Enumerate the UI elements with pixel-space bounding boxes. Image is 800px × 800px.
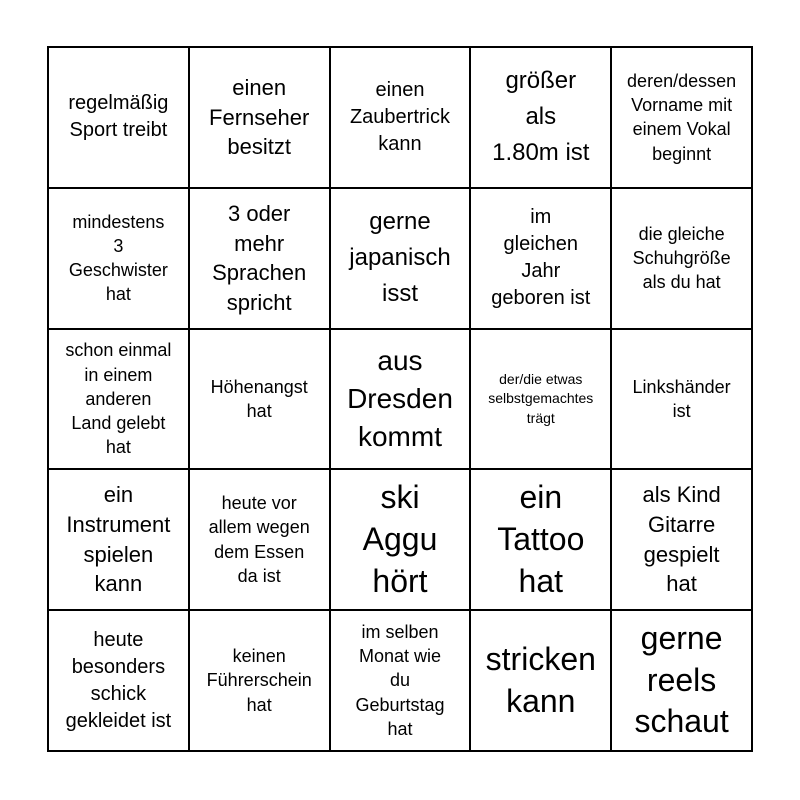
bingo-cell[interactable] [190, 470, 331, 611]
bingo-cell[interactable] [331, 48, 472, 189]
bingo-cell-text: 3 oder mehr Sprachen spricht [212, 200, 307, 315]
bingo-cell-text: ein Instrument spielen kann [66, 482, 171, 597]
bingo-cell[interactable] [612, 470, 753, 611]
bingo-cell[interactable] [612, 48, 753, 189]
bingo-cell-text: mindestens 3 Geschwister hat [68, 211, 168, 305]
bingo-cell[interactable] [190, 611, 331, 752]
bingo-cell[interactable] [612, 611, 753, 752]
bingo-cell-text: heute vor allem wegen dem Essen da ist [208, 493, 310, 587]
bingo-cell-text: Linkshänder ist [632, 376, 731, 421]
bingo-cell-text: die gleiche Schuhgröße als du hat [632, 223, 731, 293]
bingo-cell-text: stricken kann [485, 641, 596, 719]
bingo-cell-text: im gleichen Jahr geboren ist [491, 206, 591, 310]
bingo-cell[interactable] [49, 330, 190, 471]
bingo-board [47, 46, 753, 752]
bingo-cell-text: deren/dessen Vorname mit einem Vokal beginnt [627, 70, 737, 164]
bingo-cell[interactable] [471, 470, 612, 611]
bingo-cell[interactable] [331, 611, 472, 752]
bingo-cell[interactable] [471, 48, 612, 189]
bingo-cell[interactable] [331, 189, 472, 330]
bingo-cell[interactable] [331, 330, 472, 471]
bingo-cell[interactable] [471, 611, 612, 752]
bingo-cell[interactable] [49, 189, 190, 330]
bingo-cell[interactable] [471, 330, 612, 471]
bingo-cell[interactable] [49, 611, 190, 752]
bingo-cell-text: Höhenangst hat [210, 376, 308, 421]
bingo-cell[interactable] [190, 330, 331, 471]
bingo-cell-text: regelmäßig Sport treibt [68, 92, 169, 142]
bingo-cell-text: ein Tattoo hat [497, 479, 585, 599]
bingo-cell[interactable] [49, 470, 190, 611]
bingo-cell-text: gerne japanisch isst [349, 208, 451, 308]
bingo-cell-text: heute besonders schick gekleidet ist [65, 628, 172, 732]
bingo-cell-text: aus Dresden kommt [347, 345, 453, 452]
bingo-cell-text: keinen Führerschein hat [206, 646, 312, 715]
bingo-cell[interactable] [612, 189, 753, 330]
bingo-cell-text: größer als 1.80m ist [492, 67, 590, 167]
bingo-cell[interactable] [471, 189, 612, 330]
bingo-cell[interactable] [190, 48, 331, 189]
bingo-cell[interactable] [612, 330, 753, 471]
bingo-cell[interactable] [49, 48, 190, 189]
bingo-cell[interactable] [190, 189, 331, 330]
bingo-cell-text: einen Zaubertrick kann [349, 78, 450, 155]
bingo-cell-text: als Kind Gitarre gespielt hat [642, 482, 721, 597]
bingo-cell-text: der/die etwas selbstgemachtes trägt [488, 370, 594, 426]
bingo-cell-text: gerne reels schaut [634, 620, 729, 740]
bingo-cell-text: einen Fernseher besitzt [209, 74, 310, 160]
bingo-cell-text: im selben Monat wie du Geburtstag hat [355, 621, 445, 740]
bingo-cell-text: ski Aggu hört [362, 479, 438, 599]
bingo-cell[interactable] [331, 470, 472, 611]
bingo-cell-text: schon einmal in einem anderen Land gelebt hat [65, 340, 172, 458]
